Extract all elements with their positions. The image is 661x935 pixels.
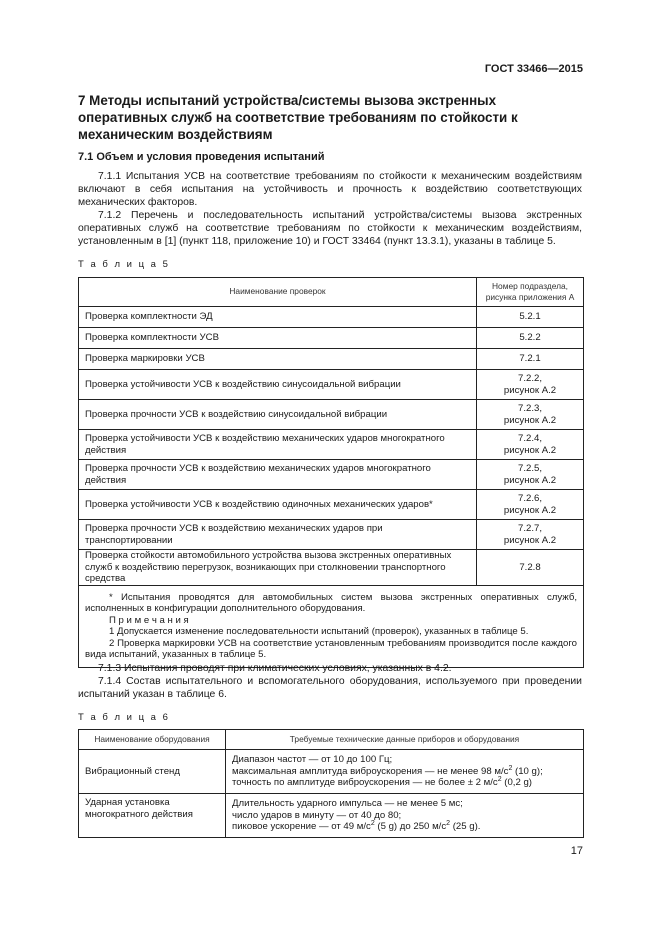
paragraph-7-1-3: 7.1.3 Испытания проводят при климатических условиях, указанных в 4.2. (98, 663, 452, 674)
ref-figure: рисунок А.2 (503, 474, 557, 486)
spec-line (232, 777, 532, 788)
table-row (79, 750, 584, 794)
ref-number: 7.2.6, (517, 493, 542, 504)
check-ref: 5.2.2 (477, 328, 584, 349)
document-code: ГОСТ 33466—2015 (484, 63, 583, 75)
table-row (79, 550, 584, 586)
check-name: Проверка прочности УСВ к воздействию механических ударов многократного действия (79, 460, 477, 490)
paragraph-7-1-4: 7.1.4 Состав испытательного и вспомогательного оборудования, используемого при проведении испытаний указан в таблице 6. (78, 676, 582, 700)
paragraph-7-1-1: 7.1.1 Испытания УСВ на соответствие требованиям по стойкости к механическим воздействиям включают в себя испытания на устойчивость и прочность к воздействию соответствующих механических факторов. (78, 171, 582, 208)
check-name: Проверка прочности УСВ к воздействию механических ударов при транспортировании (79, 520, 477, 550)
table6-header-row (79, 730, 584, 750)
check-ref (477, 400, 584, 430)
spec-text: пиковое ускорение — от 49 м/с (232, 821, 371, 833)
table5-footnote: * Испытания проводятся для автомобильных систем вызова экстренных оперативных служб, исполненных в конфигурации дополнительного оборудования. (85, 591, 577, 614)
ref-figure: рисунок А.2 (503, 414, 557, 426)
ref-number: 7.2.4, (517, 433, 542, 444)
check-ref (477, 460, 584, 490)
check-ref: 7.2.1 (477, 349, 584, 370)
check-name: Проверка стойкости автомобильного устройства вызова экстренных оперативных служб к воздействию перегрузок, возникающих при столкновении транспортного средства (79, 550, 477, 586)
spec-line: Диапазон частот — от 10 до 100 Гц; (232, 754, 393, 766)
check-ref: 7.2.8 (477, 550, 584, 586)
check-ref (477, 370, 584, 400)
spec-text: точность по амплитуде виброускорения — не более ± 2 м/с (232, 777, 498, 789)
ref-figure: рисунок А.2 (503, 384, 557, 396)
check-ref (477, 490, 584, 520)
spec-text: (25 g). (450, 821, 481, 833)
table5-caption: Т а б л и ц а 5 (78, 259, 170, 270)
table-row (79, 400, 584, 430)
check-name: Проверка устойчивости УСВ к воздействию одиночных механических ударов* (79, 490, 477, 520)
table-row (79, 794, 584, 838)
spec-line (232, 821, 480, 832)
table-5 (78, 277, 584, 668)
table-row (79, 370, 584, 400)
table5-header-row (79, 278, 584, 307)
ref-figure: рисунок А.2 (503, 534, 557, 546)
spec-line (232, 766, 543, 777)
table-row (79, 490, 584, 520)
table5-col-name: Наименование проверок (79, 278, 477, 307)
table-row (79, 307, 584, 328)
equipment-name: Ударная установка многократного действия (79, 794, 226, 838)
check-ref: 5.2.1 (477, 307, 584, 328)
ref-number: 7.2.3, (517, 403, 542, 414)
table5-note-1: 1 Допускается изменение последовательности испытаний (проверок), указанных в таблице 5. (109, 626, 529, 637)
check-name: Проверка прочности УСВ к воздействию синусоидальной вибрации (79, 400, 477, 430)
ref-number: 7.2.7, (517, 523, 542, 534)
check-name: Проверка маркировки УСВ (79, 349, 477, 370)
paragraph-7-1-2: 7.1.2 Перечень и последовательность испытаний устройства/системы вызова экстренных оперативных служб на соответствие требованиям по стойкости к механическим воздействиям, установленным в [1] (пункт 118, приложение 10) и ГОСТ 33464 (пункт 13.3.1), указаны в таблице 5. (78, 210, 582, 247)
check-name: Проверка комплектности ЭД (79, 307, 477, 328)
superscript: 2 (508, 764, 513, 772)
table-row (79, 520, 584, 550)
table5-notes (79, 585, 584, 667)
superscript: 2 (497, 776, 502, 784)
ref-number: 7.2.5, (517, 463, 542, 474)
check-ref (477, 520, 584, 550)
ref-figure: рисунок А.2 (503, 444, 557, 456)
table-row (79, 349, 584, 370)
spec-text: (10 g); (512, 765, 543, 777)
spec-text: максимальная амплитуда виброускорения — не менее 98 м/с (232, 765, 509, 777)
ref-number: 7.2.2, (517, 373, 542, 384)
spec-text: (0,2 g) (501, 777, 532, 789)
superscript: 2 (370, 820, 375, 828)
ref-figure: рисунок А.2 (503, 504, 557, 516)
table-row (79, 430, 584, 460)
equipment-specs (226, 794, 584, 838)
check-name: Проверка комплектности УСВ (79, 328, 477, 349)
subsection-title: 7.1 Объем и условия проведения испытаний (78, 151, 325, 163)
equipment-name: Вибрационный стенд (79, 750, 226, 794)
table6-col-equipment: Наименование оборудования (79, 730, 226, 750)
equipment-specs (226, 750, 584, 794)
table-row (79, 328, 584, 349)
table5-note-2: 2 Проверка маркировки УСВ на соответствие установленным требованиям производится после каждого вида испытаний, указанных в таблице 5. (85, 637, 577, 660)
check-ref (477, 430, 584, 460)
table5-notes-row (79, 585, 584, 667)
page-number: 17 (570, 845, 583, 857)
check-name: Проверка устойчивости УСВ к воздействию синусоидальной вибрации (79, 370, 477, 400)
table-row (79, 460, 584, 490)
section-title: 7 Методы испытаний устройства/системы вызова экстренных оперативных служб на соответствие требованиям по стойкости к механическим воздействиям (78, 93, 518, 142)
spec-text: (5 g) до 250 м/с (374, 821, 447, 833)
spec-line: число ударов в минуту — от 40 до 80; (232, 809, 402, 821)
superscript: 2 (446, 820, 451, 828)
intro-paragraphs (78, 170, 582, 248)
table6-caption: Т а б л и ц а 6 (78, 712, 170, 723)
check-name: Проверка устойчивости УСВ к воздействию механических ударов многократного действия (79, 430, 477, 460)
spec-line: Длительность ударного импульса — не менее 5 мс; (232, 798, 463, 810)
after-paragraphs (78, 662, 582, 701)
table5-notes-title: П р и м е ч а н и я (109, 614, 189, 626)
table-6 (78, 729, 584, 838)
table5-col-ref: Номер подраздела, рисунка приложения А (477, 278, 584, 307)
table6-col-specs: Требуемые технические данные приборов и оборудования (226, 730, 584, 750)
